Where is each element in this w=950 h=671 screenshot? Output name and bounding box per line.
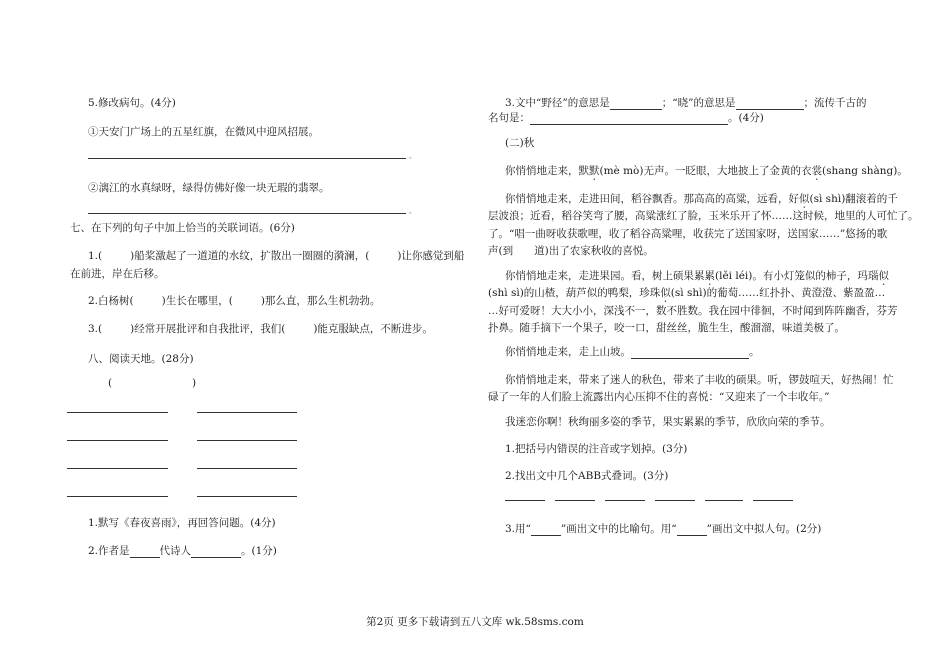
text: 你悄悄地走来，走上山坡。	[505, 346, 631, 358]
passage-paragraph-5-line-1: 你悄悄地走来，带来了迷人的秋色，带来了丰收的硕果。听，锣鼓喧天，好热闹！忙	[505, 374, 894, 386]
section-7-sentence-2	[88, 293, 380, 308]
text: 3.(	[88, 323, 103, 335]
underline-sample	[677, 523, 707, 536]
right-question-3	[505, 95, 867, 110]
text: 你悄悄地走来，走进果园。看，树上硕果累	[505, 270, 705, 282]
poem-line-blank[interactable]	[197, 468, 297, 469]
passage-paragraph-1	[505, 163, 908, 183]
abb-answer-blank[interactable]	[555, 500, 595, 501]
text: )船桨激起了一道道的水纹，扩散出一圈圈的漪澜，(	[130, 250, 370, 262]
passage-paragraph-3-line-3: …好可爱呀！大大小小，深浅不一，数不胜数。我在园中徘徊，不时闻到阵阵幽香，芬芳	[488, 305, 898, 317]
passage-paragraph-5-line-2: 碌了一年的人们脸上流露出内心压抑不住的喜悦：“又迎来了一个丰收年。”	[488, 391, 830, 403]
underline-sample	[531, 523, 561, 536]
answer-line[interactable]	[88, 158, 406, 159]
line-end-mark: 。	[409, 152, 416, 160]
abb-answer-blank[interactable]	[705, 500, 743, 501]
text: 2.白杨树(	[88, 295, 134, 307]
reading-question-2: 2.找出文中几个ABB式叠词。(3分)	[505, 470, 669, 482]
text: 你悄悄地走来，走进田间，稻谷飘香。那高高的高粱，远看，好	[505, 193, 799, 205]
question-5-title: 5.修改病句。(4分)	[88, 97, 176, 109]
passage-paragraph-4	[505, 344, 760, 359]
passage-paragraph-6: 我迷恋你啊！秋绚丽多姿的季节，果实累累的季节，欣欣向荣的季节。	[505, 416, 831, 428]
text: 3.用“	[505, 523, 531, 535]
passage-paragraph-2-line-3: 了。“唱一曲呀收获歌哩，收了稻谷高粱哩，收获完了送国家呀，送国家……”悠扬的歌	[488, 228, 888, 240]
poem-line-blank[interactable]	[197, 412, 297, 413]
poem-line-blank[interactable]	[67, 496, 168, 497]
abb-answer-blank[interactable]	[753, 500, 793, 501]
page-footer: 第2页 更多下载请到五八文库 wk.58sms.com	[366, 616, 584, 628]
section-7-sentence-1-cont: 在前进，岸在后移。	[70, 268, 165, 280]
answer-blank[interactable]	[191, 545, 241, 558]
section-7-sentence-3	[88, 321, 433, 336]
text: 。(4分)	[728, 112, 764, 124]
text: 名句是：	[488, 112, 530, 124]
reading-question-3	[505, 521, 821, 536]
abb-answer-blank[interactable]	[605, 500, 645, 501]
abb-answer-blank[interactable]	[655, 500, 695, 501]
subsection-2-title: (二)秋	[505, 137, 535, 149]
section-8-title: 八、阅读天地。(28分)	[88, 353, 194, 365]
answer-blank[interactable]	[631, 346, 749, 359]
answer-blank[interactable]	[530, 112, 728, 125]
text: (shang shàng)。	[821, 165, 908, 177]
answer-blank[interactable]	[610, 97, 662, 110]
poem-title-open: (	[108, 377, 113, 389]
answer-blank[interactable]	[736, 97, 804, 110]
passage-paragraph-3-line-4: 扑鼻。随手摘下一个果子，咬一口，甜丝丝，脆生生，酸溜溜，味道美极了。	[488, 322, 845, 334]
answer-blank[interactable]	[130, 545, 160, 558]
dotted-char: 似	[660, 287, 671, 299]
text: (shì sì)的山楂，葫芦似的鸭梨，珍珠	[488, 287, 661, 299]
text: )能克服缺点，不断进步。	[313, 323, 433, 335]
passage-paragraph-2-line-4: 声(到 道)出了农家秋收的喜悦。	[488, 245, 654, 257]
text: ；“晓”的意思是	[661, 97, 736, 109]
passage-paragraph-3-line-2	[488, 285, 885, 305]
text: ”画出文中的比喻句。用“	[560, 523, 677, 535]
right-question-3-cont	[488, 110, 764, 125]
abb-answer-blank[interactable]	[505, 500, 545, 501]
dotted-char: 默	[589, 165, 600, 177]
poem-line-blank[interactable]	[197, 440, 297, 441]
dotted-char: 似	[799, 193, 810, 205]
section-7-title: 七、在下列的句子中加上恰当的关联词语。(6分)	[70, 222, 295, 234]
section-7-sentence-1	[88, 248, 464, 263]
dotted-char: 裳	[811, 165, 822, 177]
poem-title-close: )	[192, 377, 197, 389]
passage-paragraph-2-line-2: 层波浪；近看，稻谷笑弯了腰，高粱涨红了脸，玉米乐开了怀……这时候，地里的人可忙了。	[488, 210, 919, 222]
text: )经常开展批评和自我批评，我们(	[130, 323, 286, 335]
answer-line[interactable]	[88, 213, 406, 214]
text: ”画出文中拟人句。(2分)	[706, 523, 822, 535]
text: 3.文中“野径”的意思是	[505, 97, 610, 109]
poem-line-blank[interactable]	[67, 440, 168, 441]
dotted-char: 累	[704, 270, 715, 282]
line-end-mark: 。	[409, 207, 416, 215]
poem-question-2	[88, 543, 277, 558]
text: 2.作者是	[88, 545, 130, 557]
text: 。(1分)	[241, 545, 277, 557]
text: 。	[749, 346, 760, 358]
reading-question-1: 1.把括号内错误的注音或字划掉。(3分)	[505, 443, 688, 455]
text: 你悄悄地走来，默	[505, 165, 589, 177]
text: 1.(	[88, 250, 103, 262]
text: (sì shì)翻滚着的千	[809, 193, 898, 205]
dotted-char: 似	[878, 270, 889, 282]
question-5-sentence-1: ①天安门广场上的五星红旗，在微风中迎风招展。	[88, 126, 319, 138]
text: (lěi léi)。有小灯笼似的柿子，玛瑙	[715, 270, 879, 282]
text: )生长在哪里，(	[161, 295, 233, 307]
question-5-sentence-2: ②漓江的水真绿呀，绿得仿佛好像一块无瑕的翡翠。	[88, 182, 330, 194]
poem-line-blank[interactable]	[197, 496, 297, 497]
text: ；流传千古的	[803, 97, 867, 109]
text: 代诗人	[159, 545, 192, 557]
text: (mè mò)无声。一眨眼，大地披上了金黄的衣	[599, 165, 812, 177]
text: )让你感觉到船	[397, 250, 465, 262]
poem-line-blank[interactable]	[67, 468, 168, 469]
text: (sì shì)的葡萄……红扑扑、黄澄澄、紫盈盈…	[670, 287, 886, 299]
poem-line-blank[interactable]	[67, 412, 168, 413]
poem-question-1: 1.默写《春夜喜雨》，再回答问题。(4分)	[88, 517, 276, 529]
text: )那么直，那么生机勃勃。	[260, 295, 381, 307]
